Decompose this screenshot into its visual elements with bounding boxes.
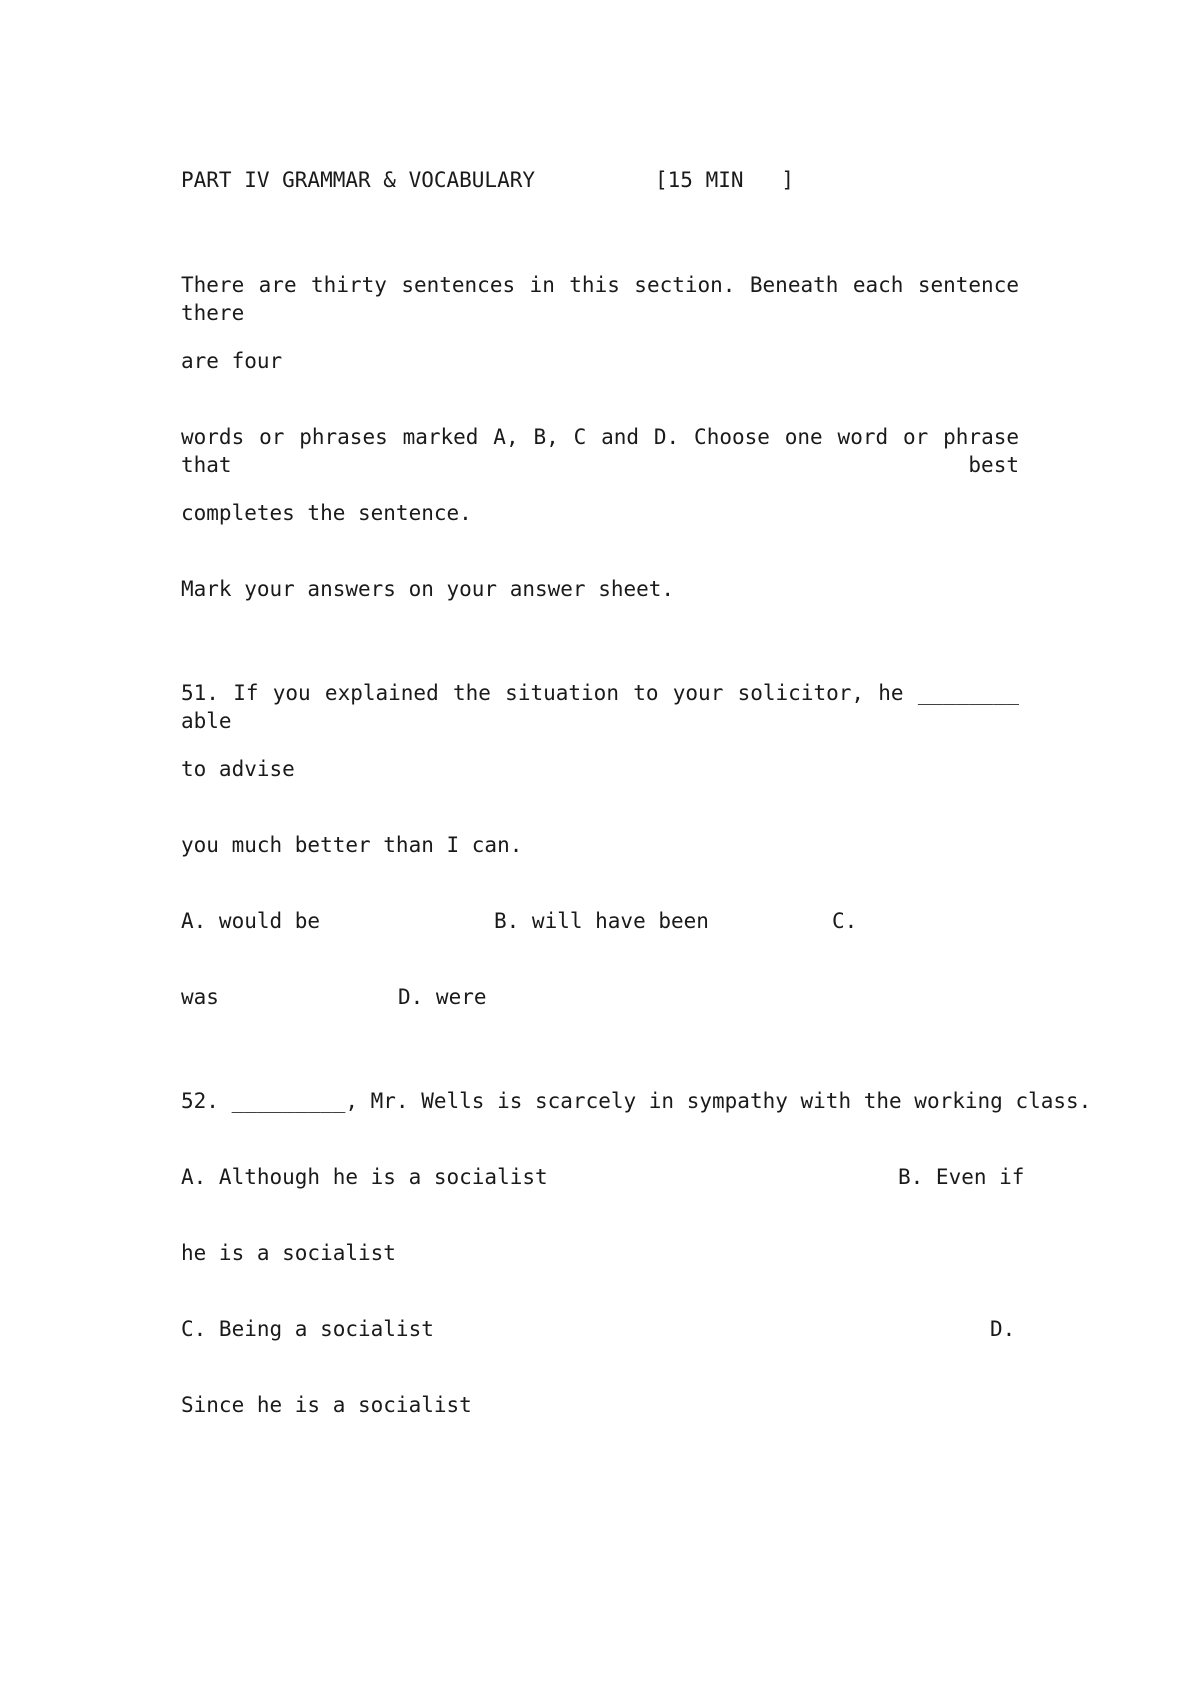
section-title: PART IV GRAMMAR & VOCABULARY bbox=[181, 168, 536, 192]
question-51-option-b: B. will have been bbox=[494, 909, 709, 933]
instructions-line-1: There are thirty sentences in this section. Beneath each sentence there bbox=[181, 273, 1019, 325]
question-51-stem-line-3: you much better than I can. bbox=[181, 833, 523, 857]
question-52-stem: 52. _________, Mr. Wells is scarcely in sympathy with the working class. bbox=[181, 1089, 1092, 1113]
question-51-option-c-label: C. bbox=[832, 909, 858, 933]
question-52-option-d-text: Since he is a socialist bbox=[181, 1393, 472, 1417]
question-51-option-c-text: was bbox=[181, 985, 219, 1009]
question-52-option-b-label: B. Even if bbox=[898, 1165, 1025, 1189]
question-51-stem-line-2: to advise bbox=[181, 757, 295, 781]
question-52-option-c: C. Being a socialist bbox=[181, 1317, 434, 1341]
question-51-stem-line-1: 51. If you explained the situation to your solicitor, he ________ able bbox=[181, 681, 1019, 733]
time-limit: [15 MIN ] bbox=[655, 168, 795, 192]
question-52-option-d-label: D. bbox=[990, 1317, 1016, 1341]
instructions-line-4: completes the sentence. bbox=[181, 501, 472, 525]
question-51-option-d: D. were bbox=[398, 985, 487, 1009]
instructions-line-3: words or phrases marked A, B, C and D. Choose one word or phrase that best bbox=[181, 425, 1019, 477]
question-51-option-a: A. would be bbox=[181, 909, 321, 933]
instructions-line-2: are four bbox=[181, 349, 283, 373]
question-52-option-a: A. Although he is a socialist bbox=[181, 1165, 548, 1189]
question-52-option-b-text: he is a socialist bbox=[181, 1241, 396, 1265]
instructions-line-5: Mark your answers on your answer sheet. bbox=[181, 577, 675, 601]
